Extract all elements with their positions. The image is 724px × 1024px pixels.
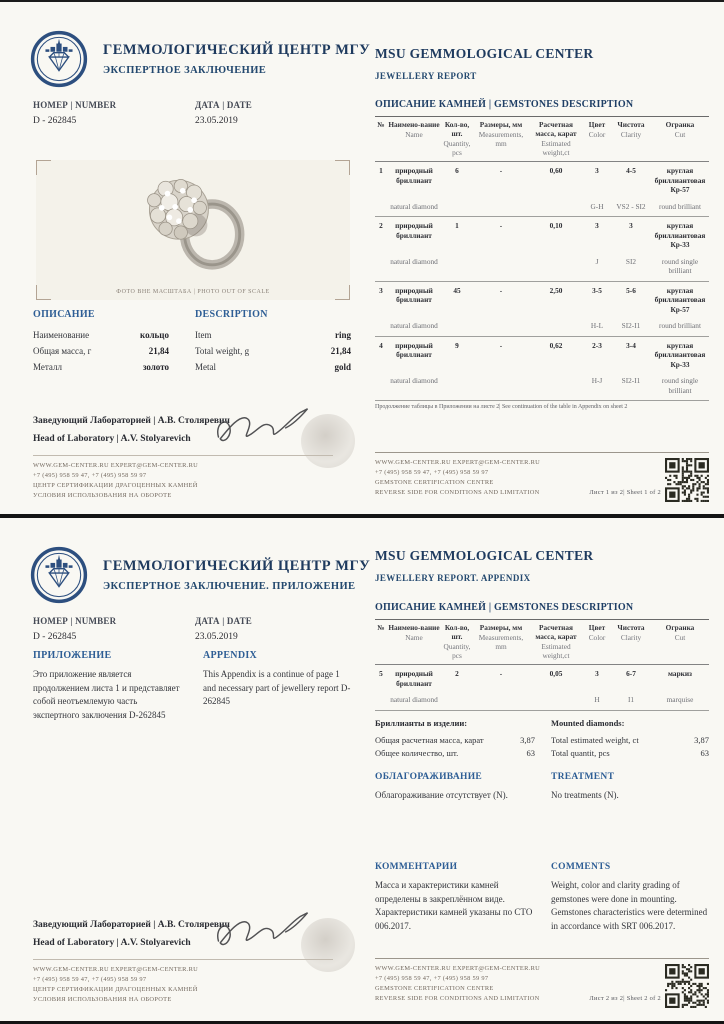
cell-cut-en: round brilliant (659, 321, 701, 331)
cell-clarity-ru: 6-7 (626, 669, 636, 679)
cell-weight: 0,60 (549, 166, 563, 176)
cell-clarity-ru: 3-4 (626, 340, 636, 350)
footer-line: +7 (495) 958 59 47, +7 (495) 958 59 97 (375, 974, 489, 982)
comments-heading-ru: КОММЕНТАРИИ (375, 862, 458, 872)
org-name-ru: ГЕММОЛОГИЧЕСКИЙ ЦЕНТР МГУ (103, 558, 371, 574)
treatment-section (375, 772, 709, 803)
signature-autograph-icon (213, 906, 313, 956)
description-row (33, 327, 169, 343)
cell-color-ru: 3 (595, 221, 599, 231)
cell-weight: 0,10 (549, 221, 563, 231)
sheet-number-label: Лист 1 из 2| Sheet 1 of 2 (589, 489, 661, 497)
cell-name-ru: природный бриллиант (395, 221, 433, 240)
cell-size: - (499, 669, 503, 679)
cell-num: 3 (379, 285, 383, 295)
report-type-en: JEWELLERY REPORT (375, 71, 477, 81)
footer-line: ЦЕНТР СЕРТИФИКАЦИИ ДРАГОЦЕННЫХ КАМНЕЙ (33, 985, 198, 993)
cell-clarity-en: I1 (627, 695, 635, 705)
mounted-value: 3,87 (694, 735, 709, 745)
appendix-heading-en: APPENDIX (203, 650, 258, 661)
photo-corner-mark (335, 160, 350, 175)
cell-name-ru: природный бриллиант (395, 166, 433, 185)
cell-qty: 1 (455, 221, 459, 231)
report-type-en: JEWELLERY REPORT. APPENDIX (375, 573, 531, 583)
mounted-row (551, 747, 709, 760)
cell-qty: 9 (455, 340, 459, 350)
footer-line: GEMSTONE CERTIFICATION CENTRE (375, 478, 494, 486)
footer-right-en (375, 452, 709, 502)
gem-row-ru (375, 341, 709, 369)
description-value: ring (334, 330, 351, 340)
msu-gem-logo-icon (30, 546, 88, 604)
gem-row-en (375, 257, 709, 276)
mounted-row (375, 734, 535, 747)
appendix-heading-ru: ПРИЛОЖЕНИЕ (33, 650, 112, 661)
comments-ru (375, 862, 535, 933)
cell-clarity-ru: 3 (629, 221, 633, 231)
gemstones-table (375, 116, 709, 401)
treatment-en (551, 772, 709, 803)
description-row (195, 327, 351, 343)
signature-role-ru: Заведующий Лабораторией | А.В. Столяревич (33, 920, 230, 930)
header-cell-num: № (377, 120, 385, 129)
cell-num: 4 (379, 340, 383, 350)
description-value: gold (334, 362, 351, 373)
cell-qty: 2 (455, 669, 459, 679)
mounted-value: 63 (526, 747, 535, 758)
comments-section (375, 862, 709, 933)
gemstones-table-body (375, 665, 709, 710)
header-cell-color: Цвет Color (588, 623, 606, 643)
description-label: Total weight, g (195, 346, 250, 357)
comments-en (551, 862, 709, 933)
mounted-label: Total estimated weight, ct (551, 735, 639, 745)
cell-name-en: natural diamond (390, 695, 438, 705)
mounted-label: Общее количество, шт. (375, 747, 459, 758)
cell-cut-en: round single brilliant (661, 256, 699, 276)
gemstones-section (375, 602, 709, 711)
comments-heading-en: COMMENTS (551, 862, 611, 872)
cell-qty: 6 (455, 166, 459, 176)
description-value: 21,84 (330, 346, 351, 357)
header-cell-name: Наимено-вание Name (388, 120, 440, 140)
org-header-en (375, 46, 593, 81)
header-cell-name: Наимено-вание Name (388, 623, 440, 643)
footer-line: +7 (495) 958 59 47, +7 (495) 958 59 97 (33, 471, 147, 479)
photo-caption: ФОТО ВНЕ МАСШТАБА | PHOTO OUT OF SCALE (116, 289, 270, 295)
appendix-text-en: This Appendix is a continue of page 1 and necessary part of jewellery report D-262845 (203, 669, 351, 706)
cell-color-en: H (594, 695, 600, 705)
footer-line: +7 (495) 958 59 47, +7 (495) 958 59 97 (33, 975, 147, 983)
date-column (195, 616, 252, 642)
number-value: D - 262845 (33, 632, 77, 642)
signature-role-en: Head of Laboratory | A.V. Stolyarevich (33, 434, 191, 445)
cell-weight: 0,62 (549, 340, 563, 350)
msu-gem-logo-icon (30, 30, 88, 88)
treatment-heading-en: TREATMENT (551, 772, 615, 782)
footer-line: REVERSE SIDE FOR CONDITIONS AND LIMITATION (375, 994, 540, 1002)
doc-subtitle-ru: ЭКСПЕРТНОЕ ЗАКЛЮЧЕНИЕ (103, 65, 267, 76)
footer-left-ru (33, 455, 333, 501)
number-column (33, 100, 195, 126)
appendix-section (33, 650, 353, 722)
number-column (33, 616, 195, 642)
cell-cut-ru: круглая бриллиантовая Кр-33 (654, 221, 706, 250)
org-header-en (375, 548, 593, 583)
cell-color-en: J (595, 256, 599, 266)
description-heading-en: DESCRIPTION (195, 309, 268, 320)
number-date-block (33, 100, 252, 126)
cell-color-ru: 3-5 (592, 285, 602, 295)
header-cell-qty: Кол-во, шт. Quantity, pcs (443, 623, 471, 661)
cell-name-en: natural diamond (390, 376, 438, 386)
treatment-text-en: No treatments (N). (551, 790, 619, 800)
gemstones-table (375, 619, 709, 711)
gemstones-section (375, 99, 709, 410)
sheet-info (589, 458, 709, 502)
appendix-ru (33, 650, 185, 722)
gem-row-ru (375, 221, 709, 249)
certificate-sheet-2 (0, 518, 724, 1021)
description-label: Metal (195, 362, 216, 373)
brand-text (103, 558, 370, 592)
gemstones-table-header (375, 117, 709, 162)
gem-row-en (375, 376, 709, 395)
cell-weight: 0,05 (549, 669, 563, 679)
sheet-info (589, 964, 709, 1008)
cell-clarity-en: SI2-I1 (621, 321, 641, 331)
cell-clarity-en: SI2 (625, 256, 637, 266)
description-rows-ru (33, 327, 169, 376)
number-date-block (33, 616, 252, 642)
cell-name-en: natural diamond (390, 321, 438, 331)
footer-right-en (375, 958, 709, 1008)
header-cell-size: Размеры, мм Measurements, mm (478, 120, 524, 149)
gem-row (375, 162, 709, 217)
cell-num: 5 (379, 669, 383, 679)
certificate-header (30, 30, 370, 88)
gemstones-heading: ОПИСАНИЕ КАМНЕЙ | GEMSTONES DESCRIPTION (375, 99, 634, 110)
cell-color-en: H-J (591, 376, 603, 386)
date-label: ДАТА | DATE (195, 100, 252, 110)
number-value: D - 262845 (33, 116, 77, 126)
footer-left-ru (33, 959, 333, 1005)
cell-cut-en: round brilliant (659, 201, 701, 211)
photo-corner-mark (36, 160, 51, 175)
cell-cut-ru: круглая бриллиантовая Кр-57 (654, 166, 706, 195)
signature-role-ru: Заведующий Лабораторией | А.В. Столяревич (33, 416, 230, 426)
cell-cut-en: marquise (666, 695, 694, 705)
mounted-ru (375, 718, 535, 760)
description-heading-ru: ОПИСАНИЕ (33, 309, 95, 320)
qr-code-icon (665, 458, 709, 502)
cell-name-en: natural diamond (390, 256, 438, 266)
description-row (195, 359, 351, 375)
mounted-rows-ru (375, 734, 535, 760)
date-value: 23.05.2019 (195, 632, 238, 642)
footer-line: WWW.GEM-CENTER.RU EXPERT@GEM-CENTER.RU (33, 966, 199, 973)
ring-photo (120, 162, 272, 286)
signature-autograph-icon (213, 402, 313, 452)
cell-size: - (499, 285, 503, 295)
description-value: золото (142, 362, 169, 373)
description-en (195, 309, 351, 376)
cell-cut-ru: круглая бриллиантовая Кр-57 (654, 285, 706, 314)
item-photo-frame (36, 160, 350, 300)
footer-line: WWW.GEM-CENTER.RU EXPERT@GEM-CENTER.RU (33, 462, 199, 469)
org-name-en: MSU GEMMOLOGICAL CENTER (375, 548, 594, 563)
cell-cut-ru: круглая бриллиантовая Кр-33 (654, 340, 706, 369)
certificate-sheet-1 (0, 2, 724, 514)
cell-size: - (499, 340, 503, 350)
cell-name-ru: природный бриллиант (395, 340, 433, 360)
description-label: Item (195, 330, 212, 340)
comments-text-ru: Масса и характеристики камней определены в закреплённом виде. Характеристики камней указаны по СТО 006.2017. (375, 880, 533, 931)
gem-row-en (375, 695, 709, 704)
cell-num: 2 (379, 221, 383, 231)
comments-text-en: Weight, color and clarity grading of gemstones were done in mounting. Gemstones characteristics were determined in accordance with SRT 006.2017. (551, 880, 708, 931)
appendix-text-ru: Это приложение является продолжением листа 1 и представляет собой неотъемлемую часть экспертного заключения D-262845 (33, 669, 180, 720)
cell-num: 1 (379, 166, 383, 176)
gem-row-ru (375, 669, 709, 688)
sheet-number-label: Лист 2 из 2| Sheet 2 of 2 (589, 995, 661, 1003)
footer-line: REVERSE SIDE FOR CONDITIONS AND LIMITATION (375, 488, 540, 496)
date-column (195, 100, 252, 126)
gem-row (375, 217, 709, 281)
qr-code-icon (665, 964, 709, 1008)
date-label: ДАТА | DATE (195, 616, 252, 626)
footer-line: GEMSTONE CERTIFICATION CENTRE (375, 984, 494, 992)
description-ru (33, 309, 169, 376)
cell-color-en: G-H (590, 201, 604, 211)
header-cell-cut: Огранка Cut (665, 120, 695, 140)
description-row (33, 359, 169, 375)
description-rows-en (195, 327, 351, 376)
footer-lines-en (375, 458, 540, 502)
cell-color-ru: 3 (595, 669, 599, 679)
description-value: 21,84 (148, 346, 169, 357)
signature-block (33, 412, 351, 460)
cell-size: - (499, 221, 503, 231)
footer-line: WWW.GEM-CENTER.RU EXPERT@GEM-CENTER.RU (375, 965, 541, 972)
brand-text (103, 42, 370, 76)
doc-subtitle-ru: ЭКСПЕРТНОЕ ЗАКЛЮЧЕНИЕ. ПРИЛОЖЕНИЕ (103, 581, 356, 592)
header-cell-cut: Огранка Cut (665, 623, 695, 643)
signature-role-en: Head of Laboratory | A.V. Stolyarevich (33, 938, 191, 949)
mounted-en (551, 718, 709, 760)
cell-color-en: H-L (590, 321, 604, 331)
gem-row (375, 337, 709, 401)
gemstones-heading: ОПИСАНИЕ КАМНЕЙ | GEMSTONES DESCRIPTION (375, 602, 634, 613)
cell-weight: 2,50 (549, 285, 563, 295)
treatment-text-ru: Облагораживание отсутствует (N). (375, 790, 508, 800)
description-row (195, 343, 351, 359)
footer-line: WWW.GEM-CENTER.RU EXPERT@GEM-CENTER.RU (375, 459, 541, 466)
cell-clarity-en: SI2-I1 (621, 376, 641, 386)
cell-color-ru: 2-3 (592, 340, 602, 350)
mounted-value: 63 (700, 747, 709, 758)
mounted-rows-en (551, 734, 709, 760)
footer-line: ЦЕНТР СЕРТИФИКАЦИИ ДРАГОЦЕННЫХ КАМНЕЙ (33, 481, 198, 489)
header-cell-num: № (377, 623, 385, 632)
cell-qty: 45 (453, 285, 461, 295)
gem-row-en (375, 202, 709, 211)
cell-size: - (499, 166, 503, 176)
mounted-label: Общая расчетная масса, карат (375, 735, 484, 745)
header-cell-weight: Расчетная масса, карат Estimated weight,ct (535, 120, 577, 158)
signature-block (33, 916, 351, 964)
gem-row-ru (375, 286, 709, 314)
cell-name-en: natural diamond (390, 201, 438, 211)
header-cell-clarity: Чистота Clarity (617, 623, 645, 643)
description-label: Металл (33, 362, 62, 373)
number-label: НОМЕР | NUMBER (33, 100, 117, 110)
mounted-row (551, 734, 709, 747)
footer-line: УСЛОВИЯ ИСПОЛЬЗОВАНИЯ НА ОБОРОТЕ (33, 491, 172, 499)
certificate-header (30, 546, 370, 604)
mounted-heading-ru: Бриллианты в изделии: (375, 718, 468, 728)
footer-lines-en (375, 964, 540, 1008)
treatment-ru (375, 772, 535, 803)
cell-clarity-en: VS2 - SI2 (616, 201, 646, 211)
footer-line: УСЛОВИЯ ИСПОЛЬЗОВАНИЯ НА ОБОРОТЕ (33, 995, 172, 1003)
org-name-ru: ГЕММОЛОГИЧЕСКИЙ ЦЕНТР МГУ (103, 42, 371, 58)
description-row (33, 343, 169, 359)
cell-cut-ru: маркиз (668, 669, 692, 679)
gemstones-table-body (375, 162, 709, 401)
mounted-diamonds-section (375, 718, 709, 760)
header-cell-weight: Расчетная масса, карат Estimated weight,ct (535, 623, 577, 661)
header-cell-clarity: Чистота Clarity (617, 120, 645, 140)
gem-row (375, 282, 709, 337)
mounted-row (375, 747, 535, 760)
cell-cut-en: round single brilliant (661, 376, 699, 395)
cell-name-ru: природный бриллиант (395, 285, 433, 305)
cell-clarity-ru: 4-5 (626, 166, 636, 176)
item-description-section (33, 309, 351, 376)
treatment-heading-ru: ОБЛАГОРАЖИВАНИЕ (375, 772, 483, 782)
date-value: 23.05.2019 (195, 116, 238, 126)
number-label: НОМЕР | NUMBER (33, 616, 117, 626)
appendix-en (203, 650, 353, 722)
continuation-note: Продолжение таблицы в Приложении на листе 2| See continuation of the table in Appendix on sheet 2 (375, 404, 628, 411)
footer-line: +7 (495) 958 59 47, +7 (495) 958 59 97 (375, 468, 489, 476)
header-cell-qty: Кол-во, шт. Quantity, pcs (443, 120, 471, 158)
cell-clarity-ru: 5-6 (626, 285, 636, 295)
org-name-en: MSU GEMMOLOGICAL CENTER (375, 46, 594, 61)
description-label: Общая масса, г (33, 346, 92, 357)
description-value: кольцо (140, 330, 169, 340)
gem-row-ru (375, 166, 709, 194)
mounted-label: Total quantit, pcs (551, 747, 610, 758)
cell-name-ru: природный бриллиант (395, 669, 433, 688)
cell-color-ru: 3 (595, 166, 599, 176)
gem-row (375, 665, 709, 710)
gemstones-table-header (375, 620, 709, 665)
header-cell-size: Размеры, мм Measurements, mm (478, 623, 524, 652)
mounted-heading-en: Mounted diamonds: (551, 718, 625, 728)
description-label: Наименование (33, 330, 90, 340)
mounted-value: 3,87 (520, 735, 535, 745)
header-cell-color: Цвет Color (588, 120, 606, 140)
gem-row-en (375, 321, 709, 330)
